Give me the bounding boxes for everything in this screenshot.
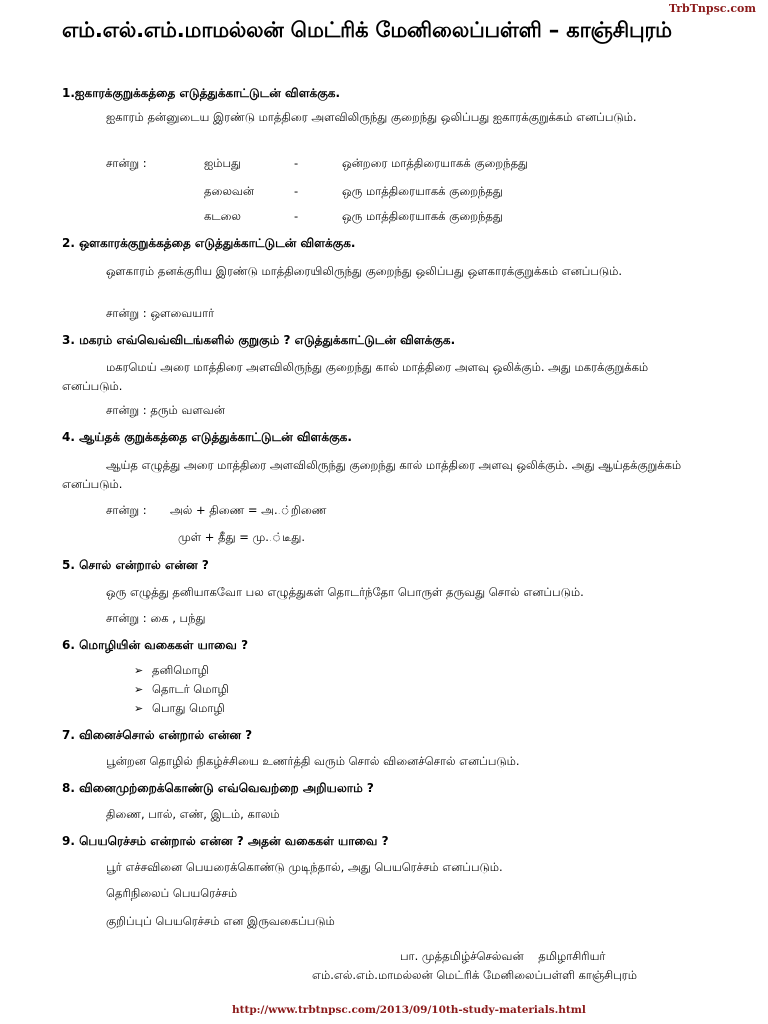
- list-item: [134, 663, 209, 679]
- list-item-label: தனிமொழி: [152, 663, 209, 677]
- example-2: சான்று : ஒளவையார்: [106, 306, 215, 320]
- signature-school: எம்.எல்.எம்.மாமல்லன் மெட்ரிக் மேனிலைப்பள்ளி காஞ்சிபுரம்: [312, 968, 637, 982]
- example-5: சான்று : கை , பந்து: [106, 611, 206, 625]
- answer-9-line2: தெரிநிலைப் பெயரெச்சம்: [106, 886, 238, 900]
- example-dash: -: [294, 209, 299, 223]
- example-word: ஐம்பது: [204, 156, 242, 170]
- answer-8: திணை, பால், எண், இடம், காலம்: [106, 807, 280, 821]
- arrow-bullet-icon: ➢: [134, 683, 144, 696]
- question-8: 8. வினைமுற்றைக்கொண்டு எவ்வெவற்றை அறியலாம் ?: [62, 781, 374, 795]
- example-word: கடலை: [204, 209, 241, 223]
- question-5: 5. சொல் என்றால் என்ன ?: [62, 558, 209, 572]
- answer-5: ஒரு எழுத்து தனியாகவோ பல எழுத்துகள் தொடர்ந்தோ பொருள் தருவது சொல் எனப்படும்.: [106, 585, 584, 599]
- example-word: தலைவன்: [204, 184, 255, 198]
- example-label-4: சான்று :: [106, 503, 147, 517]
- answer-4: ஆய்த எழுத்து அரை மாத்திரை அளவிலிருந்து குறைந்து கால் மாத்திரை அளவு ஒலிக்கும். அது ஆய்தக்குறுக்கம் எனப்படும்.: [62, 458, 682, 491]
- arrow-bullet-icon: ➢: [134, 702, 144, 715]
- signature-name: பா. முத்தமிழ்ச்செல்வன் தமிழாசிரியர்: [400, 949, 606, 963]
- example-desc: ஒரு மாத்திரையாகக் குறைந்தது: [342, 184, 503, 198]
- list-item-label: தொடர் மொழி: [152, 682, 229, 696]
- example-label-1: சான்று :: [106, 156, 147, 170]
- site-tag[interactable]: TrbTnpsc.com: [668, 2, 756, 15]
- question-4: 4. ஆய்தக் குறுக்கத்தை எடுத்துக்காட்டுடன் விளக்குக.: [62, 430, 352, 444]
- answer-9: பூர் எச்சவினை பெயரைக்கொண்டு முடிந்தால், அது பெயரெச்சம் எனப்படும்.: [106, 860, 503, 874]
- list-item: [134, 701, 225, 717]
- answer-9-line3: குறிப்புப் பெயரெச்சம் என இருவகைப்படும்: [106, 914, 335, 928]
- answer-7: பூன்றன தொழில் நிகழ்ச்சியை உணர்த்தி வரும் சொல் வினைச்சொல் எனப்படும்.: [106, 754, 520, 768]
- question-7: 7. வினைச்சொல் என்றால் என்ன ?: [62, 728, 253, 742]
- list-item: [134, 682, 229, 698]
- answer-1: ஐகாரம் தன்னுடைய இரண்டு மாத்திரை அளவிலிருந்து குறைந்து ஒலிப்பது ஐகாரக்குறுக்கம் எனப்படும்.: [106, 110, 637, 124]
- question-1: 1.ஐகாரக்குறுக்கத்தை எடுத்துக்காட்டுடன் விளக்குக.: [62, 86, 341, 100]
- example-desc: ஒன்றரை மாத்திரையாகக் குறைந்தது: [342, 156, 529, 170]
- question-9: 9. பெயரெச்சம் என்றால் என்ன ? அதன் வகைகள் யாவை ?: [62, 834, 389, 848]
- question-6: 6. மொழியின் வகைகள் யாவை ?: [62, 638, 249, 652]
- question-2: 2. ஒளகாரக்குறுக்கத்தை எடுத்துக்காட்டுடன் விளக்குக.: [62, 236, 356, 250]
- example-4a: அல் + திணை = அ..்றிணை: [170, 503, 327, 517]
- answer-2: ஔகாரம் தனக்குரிய இரண்டு மாத்திரையிலிருந்து குறைந்து ஒலிப்பது ஒளகாரக்குறுக்கம் எனப்படும்.: [106, 264, 623, 278]
- list-item-label: பொது மொழி: [152, 701, 225, 715]
- example-dash: -: [294, 156, 299, 170]
- footer-link[interactable]: http://www.trbtnpsc.com/2013/09/10th-study-materials.html: [232, 1004, 586, 1016]
- question-3: 3. மகரம் எவ்வெவ்விடங்களில் குறுகும் ? எடுத்துக்காட்டுடன் விளக்குக.: [62, 333, 456, 347]
- example-dash: -: [294, 184, 299, 198]
- page-title: எம்.எல்.எம்.மாமல்லன் மெட்ரிக் மேனிலைப்பள்ளி – காஞ்சிபுரம்: [62, 18, 672, 42]
- arrow-bullet-icon: ➢: [134, 664, 144, 677]
- example-4b: முள் + தீது = மு..்டீது.: [178, 530, 306, 544]
- answer-3: மகரமெய் அரை மாத்திரை அளவிலிருந்து குறைந்து கால் மாத்திரை அளவு ஒலிக்கும். அது மகரக்குறுக்கம் எனப்படும்.: [62, 360, 649, 393]
- example-3: சான்று : தரும் வளவன்: [106, 403, 225, 417]
- example-desc: ஒரு மாத்திரையாகக் குறைந்தது: [342, 209, 503, 223]
